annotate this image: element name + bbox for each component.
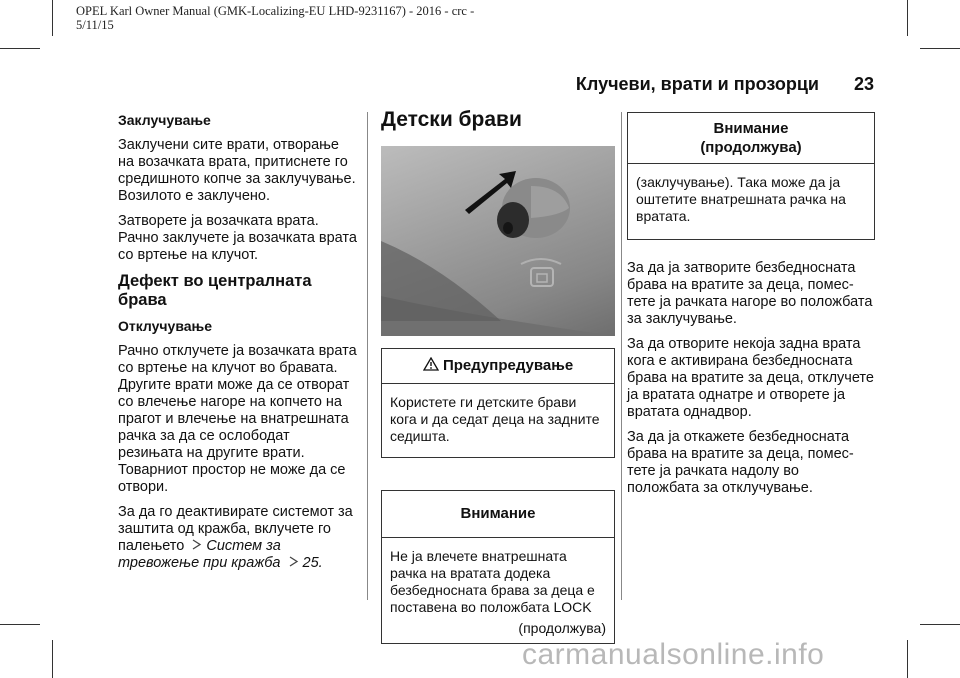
door-illustration (381, 146, 615, 336)
crop-mark (52, 0, 53, 36)
print-meta-line1: OPEL Karl Owner Manual (GMK-Localizing-EU LHD-9231167) - 2016 - crc - (76, 4, 475, 18)
instructions (627, 260, 875, 497)
heading-unlocking: Отклучување (118, 318, 213, 334)
heading-defect: Дефект во централната брава (118, 272, 312, 309)
reference-page[interactable]: 25. (302, 555, 323, 571)
crop-mark (907, 0, 908, 36)
caution-body (382, 538, 614, 643)
section-heading: Детски брави (381, 108, 522, 131)
page-header (576, 74, 874, 95)
caution-continued-box (627, 112, 875, 240)
crop-mark (920, 624, 960, 625)
caution-box (381, 490, 615, 644)
reference-arrow-icon (289, 555, 299, 572)
paragraph: За да отворите некоја задна врата кога е активирана безбедносната брава на вратите за деца, отклучете ја вратата однатре и отворете ја вратата однадвор. (627, 336, 874, 420)
paragraph: Рачно отклучете ја возачката врата со вртење на клучот во бравата. Другите врати може да се отворат со влечење нагоре на копчето на прагот и влечење на внатрешната рачка за да се ослободат резињата на другите врати. Товарниот простор не може да се отвори. (118, 343, 357, 495)
crop-mark (907, 640, 908, 678)
paragraph: Затворете ја возачката врата. Рачно заклучете ја возачката врата со вртење на клучот. (118, 213, 357, 263)
warning-triangle-icon (423, 357, 443, 374)
reference-link[interactable]: Систем за тревожење при кражба (118, 538, 281, 571)
heading-locking: Заклучување (118, 112, 211, 128)
crop-mark (920, 48, 960, 49)
caution-continued-body: (заклучување). Така може да ја оштетите внатрешната рачка на вратата. (636, 174, 846, 224)
column-middle (381, 108, 615, 644)
warning-title: Предупредување (442, 357, 574, 374)
section-title: Клучеви, врати и прозорци (575, 74, 819, 94)
column-divider (621, 112, 622, 600)
watermark: carmanualsonline.info (522, 638, 825, 671)
column-right (627, 112, 875, 505)
caution-continued-title (628, 113, 874, 164)
warning-box (381, 348, 615, 458)
reference-arrow-icon (192, 538, 202, 555)
column-left (118, 112, 358, 580)
caution-continued-title-line1: Внимание (713, 120, 789, 137)
paragraph-reference (118, 504, 358, 572)
paragraph: За да ја откажете безбедносната брава на вратите за деца, помес-тете ја рачката надолу во положбата за отклучување. (627, 429, 854, 496)
paragraph: Заклучени сите врати, отворање на возачката врата, притиснете го средишното копче за заклучување. Возилото е заклучено. (118, 137, 356, 204)
print-meta (76, 4, 474, 32)
continued-label: (продолжува) (518, 620, 606, 636)
child-lock-photo (381, 146, 615, 336)
print-meta-line2: 5/11/15 (76, 18, 114, 32)
crop-mark (52, 640, 53, 678)
caution-continued-title-line2: (продолжува) (700, 139, 802, 156)
paragraph-text: За да го деактивирате системот за заштита од кражба, вклучете го палењето (118, 504, 353, 554)
crop-mark (0, 48, 40, 49)
caution-text: Не ја влечете внатрешната рачка на вратата додека безбедносната брава за деца е поставена во положбата LOCK (390, 548, 595, 615)
warning-body: Користете ги детските брави кога и да седат деца на задните седишта. (390, 394, 600, 444)
warning-title-row (382, 349, 614, 384)
paragraph: За да ја затворите безбедносната брава на вратите за деца, помес-тете ја рачката нагоре во положбата за заклучување. (627, 260, 873, 327)
crop-mark (0, 624, 40, 625)
column-divider (367, 112, 368, 600)
page-number: 23 (853, 74, 874, 94)
caution-title: Внимание (382, 491, 614, 538)
